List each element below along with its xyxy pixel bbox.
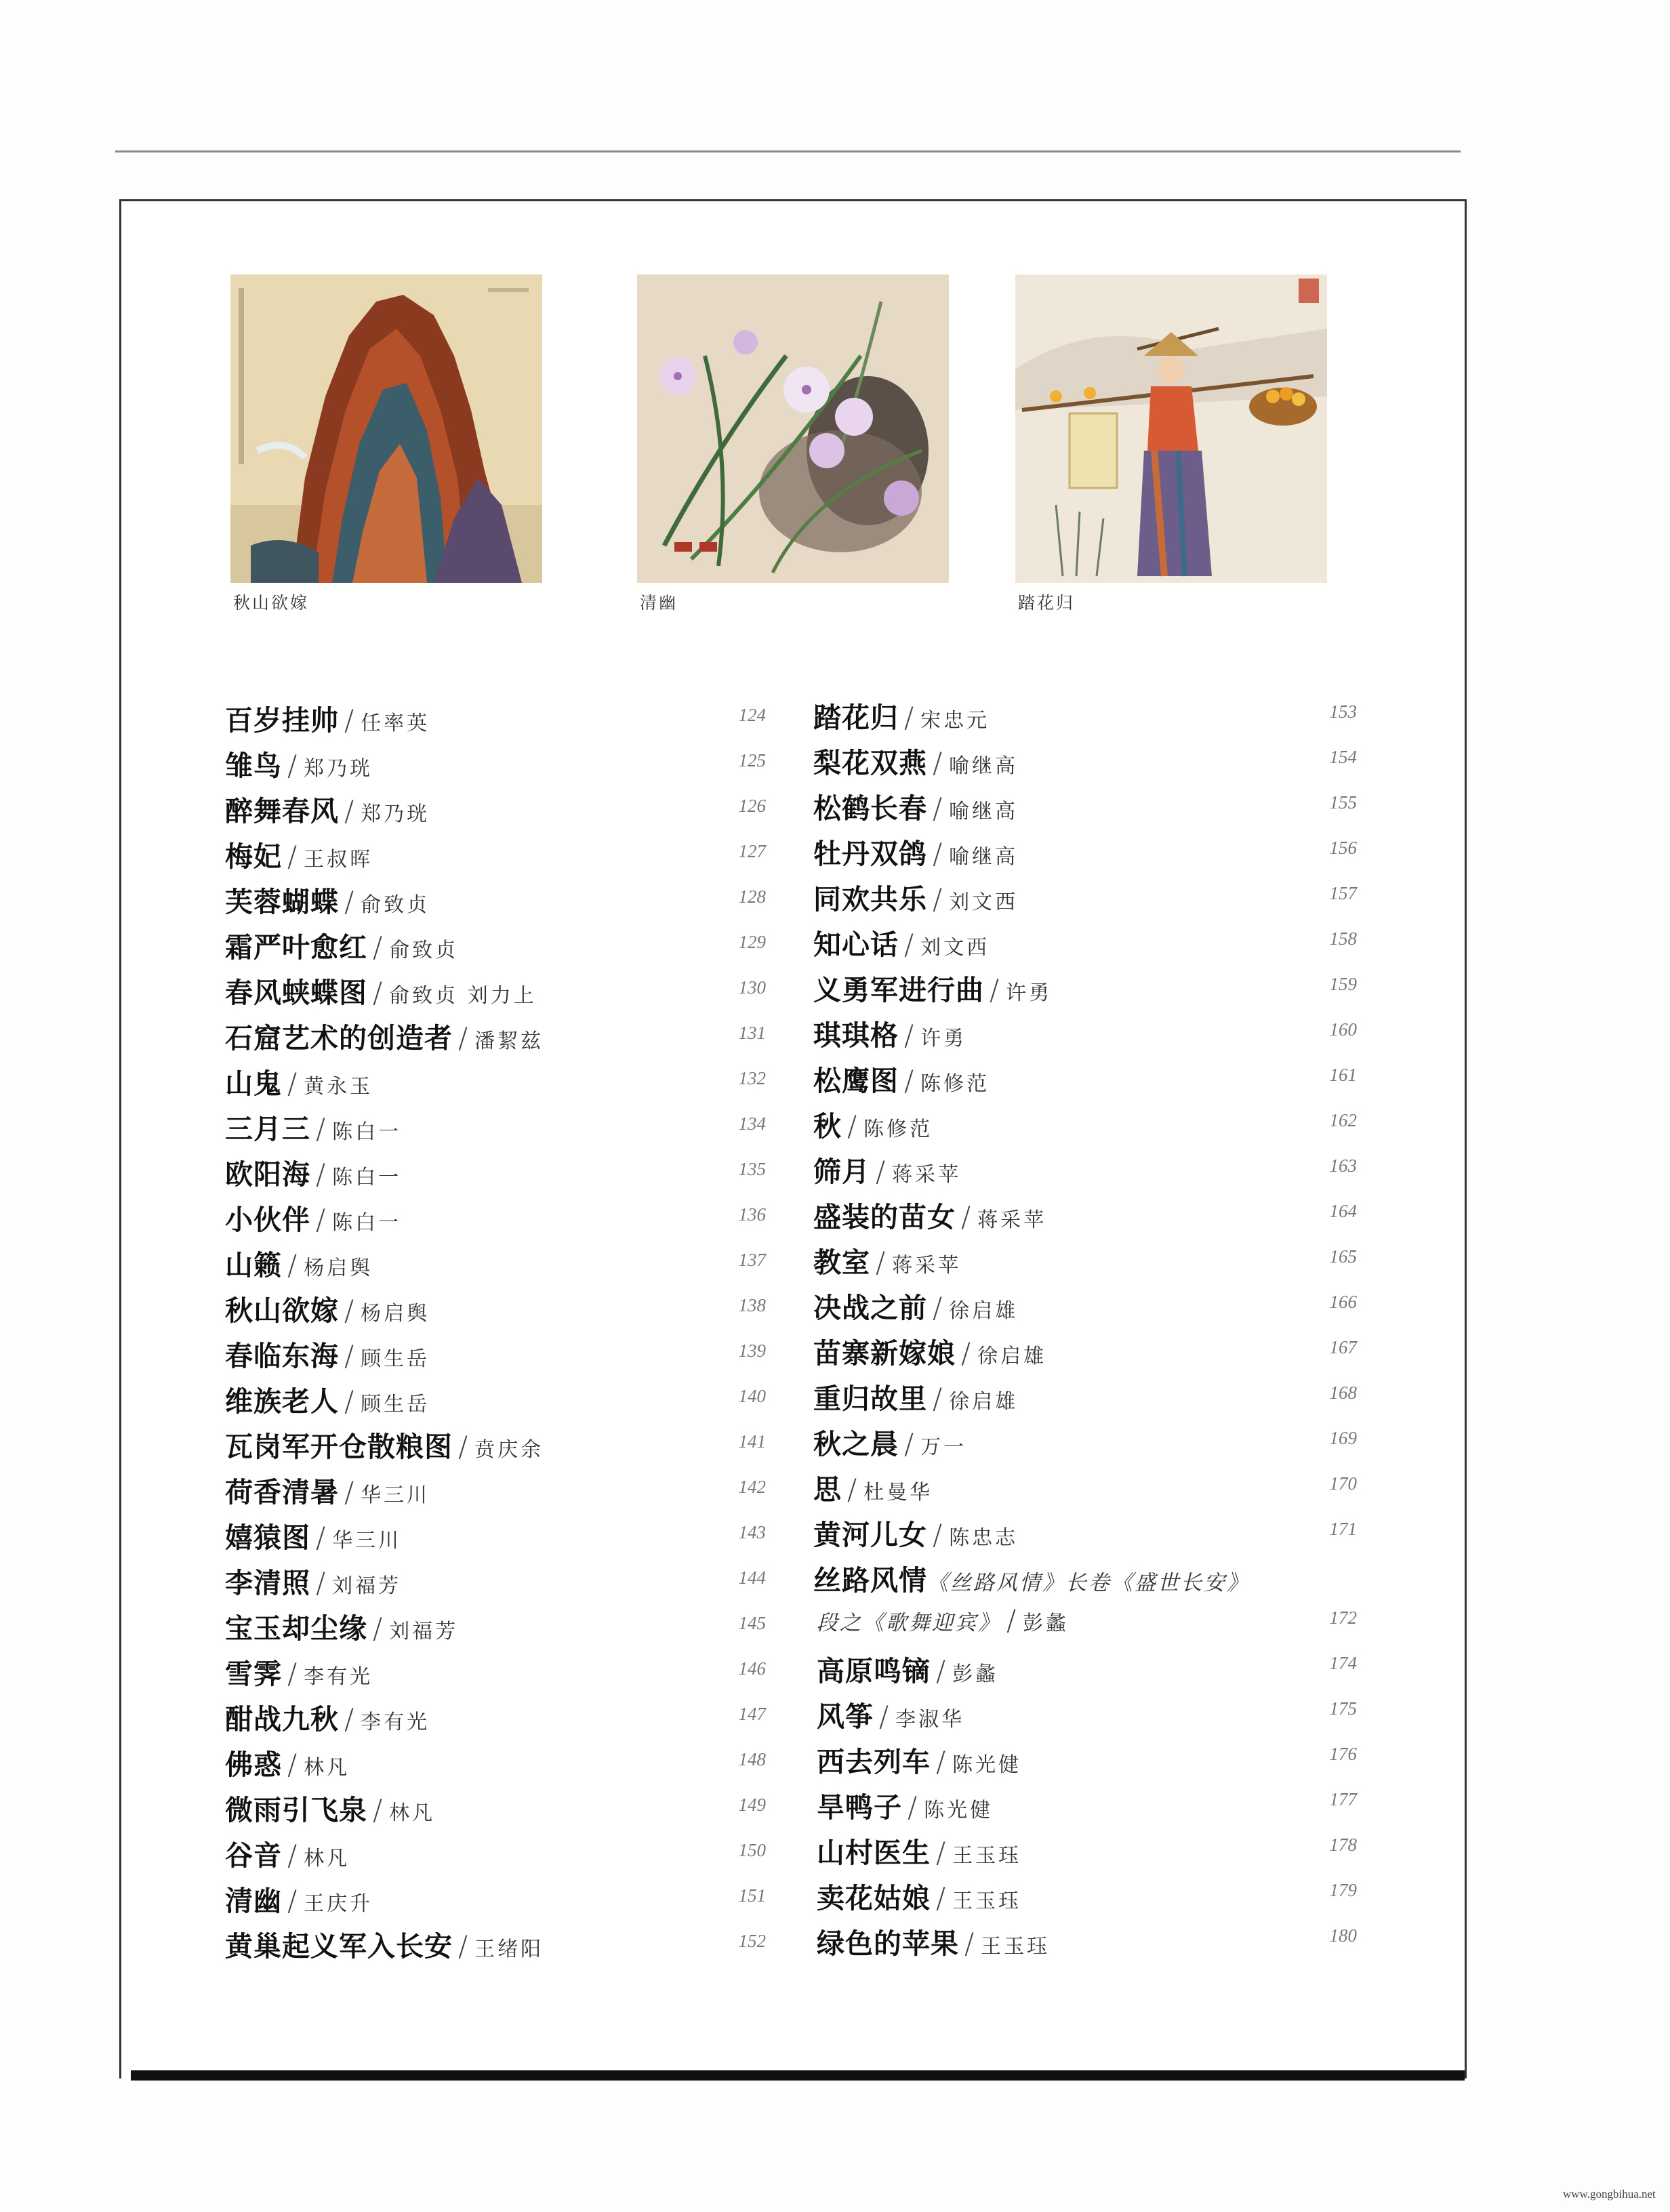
entry-separator: / bbox=[908, 1790, 918, 1824]
toc-entry[interactable] bbox=[813, 786, 1018, 827]
toc-entry[interactable] bbox=[813, 1149, 961, 1190]
entry-author: 潘絜兹 bbox=[474, 1029, 544, 1053]
entry-author: 俞致贞 bbox=[389, 939, 459, 962]
entry-title: 雏鸟 bbox=[225, 750, 282, 782]
entry-title: 嬉猿图 bbox=[225, 1521, 310, 1554]
entry-author: 陈白一 bbox=[332, 1120, 402, 1144]
entry-separator: / bbox=[344, 1475, 354, 1509]
entry-page: 159 bbox=[1329, 974, 1357, 994]
bottom-bar bbox=[131, 2070, 1465, 2081]
entry-page: 138 bbox=[738, 1295, 766, 1315]
entry-title: 谷音 bbox=[225, 1839, 282, 1872]
entry-title: 石窟艺术的创造者 bbox=[225, 1022, 453, 1054]
entry-page: 175 bbox=[1329, 1698, 1357, 1719]
entry-page: 130 bbox=[738, 977, 766, 998]
entry-separator: / bbox=[373, 976, 383, 1009]
entry-page: 163 bbox=[1329, 1155, 1357, 1176]
entry-page: 125 bbox=[738, 750, 766, 771]
entry-separator: / bbox=[344, 794, 354, 827]
entry-page: 132 bbox=[738, 1068, 766, 1088]
entry-title: 秋山欲嫁 bbox=[225, 1294, 339, 1327]
entry-separator: / bbox=[933, 746, 943, 779]
entry-author: 刘福芳 bbox=[332, 1574, 402, 1598]
entry-author: 黄永玉 bbox=[304, 1075, 373, 1099]
entry-page: 157 bbox=[1329, 883, 1357, 903]
entry-author: 林凡 bbox=[304, 1756, 350, 1780]
entry-separator: / bbox=[287, 1884, 298, 1917]
entry-separator: / bbox=[287, 1248, 298, 1282]
toc-entry[interactable] bbox=[813, 1422, 966, 1462]
entry-author: 王玉珏 bbox=[952, 1844, 1022, 1868]
toc-entry[interactable] bbox=[225, 1606, 458, 1647]
entry-page: 180 bbox=[1329, 1925, 1357, 1946]
entry-title: 绿色的苹果 bbox=[817, 1927, 959, 1960]
entry-author: 杨启舆 bbox=[304, 1256, 373, 1280]
entry-page: 129 bbox=[738, 932, 766, 952]
entry-title: 决战之前 bbox=[813, 1292, 927, 1324]
toc-entry[interactable] bbox=[225, 1016, 544, 1057]
entry-page: 168 bbox=[1329, 1382, 1357, 1403]
entry-page: 170 bbox=[1329, 1473, 1357, 1494]
entry-title: 山鬼 bbox=[225, 1067, 282, 1100]
toc-entry[interactable] bbox=[225, 1833, 350, 1874]
entry-page: 174 bbox=[1329, 1653, 1357, 1673]
toc-entry[interactable] bbox=[817, 1785, 993, 1826]
entry-page: 166 bbox=[1329, 1292, 1357, 1312]
entry-page: 136 bbox=[738, 1204, 766, 1225]
entry-separator: / bbox=[933, 1518, 943, 1551]
toc-entry[interactable] bbox=[225, 1879, 373, 1919]
entry-page: 127 bbox=[738, 841, 766, 861]
entry-separator: / bbox=[344, 885, 354, 918]
entry-title: 清幽 bbox=[225, 1885, 282, 1917]
entry-title: 高原鸣镝 bbox=[817, 1655, 931, 1687]
toc-entry[interactable] bbox=[813, 877, 1018, 918]
entry-author: 陈光健 bbox=[924, 1799, 994, 1822]
entry-separator: / bbox=[287, 749, 298, 782]
entry-author: 彭蠡 bbox=[1023, 1612, 1070, 1635]
entry-page: 124 bbox=[738, 705, 766, 725]
toc-entry[interactable] bbox=[813, 968, 1052, 1008]
entry-title: 秋 bbox=[813, 1110, 842, 1143]
toc-entry[interactable] bbox=[225, 743, 373, 784]
toc-entry[interactable] bbox=[225, 1061, 373, 1102]
toc-entry[interactable] bbox=[225, 1697, 430, 1738]
toc-entry[interactable] bbox=[813, 1376, 1018, 1417]
entry-title: 琪琪格 bbox=[813, 1019, 899, 1052]
entry-author: 俞致贞 刘力上 bbox=[389, 984, 537, 1008]
entry-separator: / bbox=[344, 1339, 354, 1372]
toc-entry[interactable] bbox=[817, 1876, 1021, 1917]
entry-separator: / bbox=[936, 1654, 946, 1687]
entry-title: 丝路风情 bbox=[813, 1564, 927, 1597]
entry-separator: / bbox=[933, 792, 943, 825]
entry-separator: / bbox=[316, 1158, 326, 1191]
entry-author: 徐启雄 bbox=[977, 1345, 1047, 1368]
entry-separator: / bbox=[373, 1612, 383, 1645]
entry-author: 万一 bbox=[920, 1435, 967, 1459]
entry-page: 134 bbox=[738, 1113, 766, 1134]
entry-page: 148 bbox=[738, 1749, 766, 1769]
entry-page: 164 bbox=[1329, 1201, 1357, 1221]
top-rule bbox=[115, 150, 1461, 152]
entry-title: 思 bbox=[813, 1473, 842, 1506]
entry-page: 176 bbox=[1329, 1744, 1357, 1764]
entry-separator: / bbox=[287, 1748, 298, 1781]
entry-title: 松鹰图 bbox=[813, 1065, 899, 1097]
entry-title: 义勇军进行曲 bbox=[813, 974, 984, 1006]
toc-entry[interactable] bbox=[813, 1558, 1250, 1599]
entry-separator: / bbox=[1006, 1603, 1017, 1637]
toc-entry[interactable] bbox=[817, 1921, 1050, 1962]
entry-author: 刘文西 bbox=[949, 890, 1019, 914]
entry-author: 李有光 bbox=[361, 1711, 430, 1734]
entry-title: 春临东海 bbox=[225, 1340, 339, 1372]
toc-entry[interactable] bbox=[813, 1286, 1018, 1326]
entry-title: 黄河儿女 bbox=[813, 1519, 927, 1551]
entry-title: 秋之晨 bbox=[813, 1428, 899, 1460]
toc-entry[interactable] bbox=[817, 1830, 1021, 1871]
entry-page: 143 bbox=[738, 1522, 766, 1542]
toc-entry[interactable] bbox=[225, 1561, 401, 1601]
toc-entry[interactable] bbox=[813, 1513, 1018, 1553]
entry-page: 137 bbox=[738, 1250, 766, 1270]
entry-separator: / bbox=[961, 1200, 971, 1233]
entry-author: 喻继高 bbox=[949, 800, 1019, 823]
entry-page: 156 bbox=[1329, 838, 1357, 858]
watermark: www.gongbihua.net bbox=[1563, 2188, 1656, 2200]
toc-entry[interactable] bbox=[225, 1243, 373, 1284]
toc-entry[interactable] bbox=[817, 1694, 964, 1735]
entry-title: 山籁 bbox=[225, 1249, 282, 1282]
entry-page: 160 bbox=[1329, 1019, 1357, 1040]
toc-entry[interactable] bbox=[225, 1742, 350, 1783]
entry-separator: / bbox=[458, 1021, 468, 1054]
entry-separator: / bbox=[344, 703, 354, 737]
entry-separator: / bbox=[904, 1427, 914, 1460]
entry-title: 知心话 bbox=[813, 928, 899, 961]
entry-title: 梨花双燕 bbox=[813, 747, 927, 779]
entry-separator: / bbox=[847, 1473, 857, 1506]
toc-entry[interactable] bbox=[225, 789, 430, 830]
entry-author: 喻继高 bbox=[949, 845, 1019, 869]
entry-author: 宋忠元 bbox=[920, 709, 990, 733]
toc-entry[interactable] bbox=[813, 1331, 1046, 1372]
entry-subtitle: 《丝路风情》长卷《盛世长安》 bbox=[927, 1571, 1250, 1595]
toc-entry[interactable] bbox=[225, 970, 537, 1011]
entry-separator: / bbox=[316, 1112, 326, 1145]
entry-separator: / bbox=[904, 1019, 914, 1052]
entry-separator: / bbox=[344, 1294, 354, 1327]
toc-entry[interactable] bbox=[813, 741, 1018, 781]
entry-page: 169 bbox=[1329, 1428, 1357, 1448]
entry-author: 喻继高 bbox=[949, 754, 1019, 778]
entry-title: 教室 bbox=[813, 1246, 870, 1279]
entry-title: 佛惑 bbox=[225, 1748, 282, 1781]
entry-author: 陈白一 bbox=[332, 1166, 402, 1189]
entry-title: 维族老人 bbox=[225, 1385, 339, 1418]
entry-author: 王绪阳 bbox=[474, 1938, 544, 1961]
entry-title: 李清照 bbox=[225, 1567, 310, 1599]
entry-author: 彭蠡 bbox=[952, 1662, 999, 1686]
entry-title: 山村医生 bbox=[817, 1837, 931, 1869]
entry-author: 王叔晖 bbox=[304, 848, 373, 872]
toc-entry[interactable] bbox=[813, 695, 990, 736]
thumbnail-orchid-painting[interactable] bbox=[637, 274, 949, 583]
entry-page: 167 bbox=[1329, 1337, 1357, 1357]
toc-entry[interactable] bbox=[225, 1379, 430, 1420]
entry-title: 酣战九秋 bbox=[225, 1703, 339, 1736]
entry-page: 142 bbox=[738, 1477, 766, 1497]
toc-entry-continuation[interactable] bbox=[817, 1603, 1069, 1644]
entry-separator: / bbox=[936, 1745, 946, 1778]
entry-page: 145 bbox=[738, 1613, 766, 1633]
entry-author: 林凡 bbox=[304, 1847, 350, 1870]
entry-author: 王玉珏 bbox=[952, 1889, 1022, 1913]
entry-page: 158 bbox=[1329, 928, 1357, 949]
entry-page: 172 bbox=[1329, 1607, 1357, 1628]
entry-separator: / bbox=[316, 1566, 326, 1599]
entry-title: 黄巢起义军入长安 bbox=[225, 1930, 453, 1963]
entry-author: 贲庆余 bbox=[474, 1438, 544, 1462]
entry-separator: / bbox=[990, 973, 1000, 1006]
entry-author: 李淑华 bbox=[895, 1708, 965, 1732]
entry-page: 139 bbox=[738, 1340, 766, 1361]
entry-page: 154 bbox=[1329, 747, 1357, 767]
entry-author: 华三川 bbox=[332, 1529, 402, 1553]
entry-author: 任率英 bbox=[361, 712, 430, 735]
toc-entry[interactable] bbox=[813, 832, 1018, 872]
entry-separator: / bbox=[458, 1430, 468, 1463]
entry-page: 128 bbox=[738, 886, 766, 907]
entry-author: 俞致贞 bbox=[361, 893, 430, 917]
entry-title: 欧阳海 bbox=[225, 1158, 310, 1191]
toc-entry[interactable] bbox=[225, 925, 458, 966]
toc-entry[interactable] bbox=[225, 1652, 373, 1692]
toc-entry[interactable] bbox=[225, 1924, 544, 1965]
entry-title: 松鹤长春 bbox=[813, 792, 927, 825]
entry-title: 微雨引飞泉 bbox=[225, 1794, 367, 1826]
entry-author: 许勇 bbox=[920, 1027, 967, 1050]
entry-separator: / bbox=[287, 1067, 298, 1100]
entry-title: 百岁挂帅 bbox=[225, 704, 339, 737]
entry-author: 刘福芳 bbox=[389, 1620, 459, 1643]
toc-entry[interactable] bbox=[225, 1107, 401, 1147]
entry-author: 顾生岳 bbox=[361, 1393, 430, 1416]
entry-separator: / bbox=[458, 1929, 468, 1963]
entry-page: 149 bbox=[738, 1795, 766, 1815]
entry-separator: / bbox=[344, 1385, 354, 1418]
entry-title: 春风蛱蝶图 bbox=[225, 977, 367, 1009]
entry-separator: / bbox=[904, 701, 914, 734]
entry-separator: / bbox=[933, 837, 943, 870]
entry-separator: / bbox=[961, 1336, 971, 1370]
entry-title: 牡丹双鸽 bbox=[813, 838, 927, 870]
entry-title: 旱鸭子 bbox=[817, 1791, 902, 1824]
entry-author: 徐启雄 bbox=[949, 1390, 1019, 1414]
entry-title: 筛月 bbox=[813, 1155, 870, 1188]
entry-author: 陈白一 bbox=[332, 1211, 402, 1235]
entry-page: 144 bbox=[738, 1568, 766, 1588]
entry-page: 150 bbox=[738, 1840, 766, 1860]
entry-separator: / bbox=[287, 1657, 298, 1690]
entry-author: 陈修范 bbox=[863, 1118, 933, 1141]
entry-title: 同欢共乐 bbox=[813, 883, 927, 916]
toc-entry[interactable] bbox=[813, 1240, 961, 1281]
entry-author: 杜曼华 bbox=[863, 1481, 933, 1504]
toc-entry[interactable] bbox=[813, 1013, 966, 1054]
entry-separator: / bbox=[879, 1700, 889, 1733]
entry-separator: / bbox=[904, 1064, 914, 1097]
toc-entry[interactable] bbox=[813, 922, 990, 963]
entry-title: 瓦岗军开仓散粮图 bbox=[225, 1431, 453, 1463]
entry-title: 三月三 bbox=[225, 1113, 310, 1145]
entry-author: 顾生岳 bbox=[361, 1347, 430, 1371]
entry-title: 风筝 bbox=[817, 1700, 874, 1733]
entry-separator: / bbox=[847, 1109, 857, 1143]
entry-title: 西去列车 bbox=[817, 1746, 931, 1778]
entry-separator: / bbox=[876, 1246, 886, 1279]
entry-separator: / bbox=[287, 840, 298, 873]
entry-author: 李有光 bbox=[304, 1665, 373, 1689]
toc-entry[interactable] bbox=[225, 834, 373, 875]
toc-entry[interactable] bbox=[817, 1649, 998, 1689]
entry-page: 131 bbox=[738, 1023, 766, 1043]
toc-entry[interactable] bbox=[225, 1288, 430, 1329]
entry-separator: / bbox=[876, 1155, 886, 1188]
entry-author: 陈修范 bbox=[920, 1072, 990, 1096]
toc-entry[interactable] bbox=[225, 880, 430, 920]
thumbnail-caption: 清幽 bbox=[640, 593, 678, 613]
entry-page: 165 bbox=[1329, 1246, 1357, 1267]
thumbnail-woman-figure-painting[interactable] bbox=[1015, 274, 1327, 583]
entry-separator: / bbox=[344, 1702, 354, 1736]
entry-title: 雪霁 bbox=[225, 1658, 282, 1690]
entry-page: 147 bbox=[738, 1704, 766, 1724]
entry-author: 王玉珏 bbox=[981, 1935, 1051, 1959]
entry-author: 郑乃珖 bbox=[361, 802, 430, 826]
entry-author: 刘文西 bbox=[920, 936, 990, 960]
entry-separator: / bbox=[373, 930, 383, 964]
thumbnail-caption: 踏花归 bbox=[1018, 593, 1076, 613]
entry-separator: / bbox=[316, 1521, 326, 1554]
entry-separator: / bbox=[287, 1839, 298, 1872]
toc-entry[interactable] bbox=[225, 1425, 544, 1465]
entry-title: 芙蓉蝴蝶 bbox=[225, 886, 339, 918]
entry-page: 151 bbox=[738, 1885, 766, 1906]
entry-title: 梅妃 bbox=[225, 840, 282, 873]
toc-entry[interactable] bbox=[225, 698, 430, 739]
entry-title: 荷香清暑 bbox=[225, 1476, 339, 1509]
toc-entry[interactable] bbox=[813, 1195, 1046, 1235]
entry-subtitle: 段之《歌舞迎宾》 bbox=[817, 1611, 1001, 1635]
entry-author: 郑乃珖 bbox=[304, 757, 373, 781]
entry-separator: / bbox=[933, 882, 943, 916]
entry-title: 卖花姑娘 bbox=[817, 1882, 931, 1914]
toc-entry[interactable] bbox=[817, 1740, 1021, 1780]
entry-separator: / bbox=[936, 1881, 946, 1914]
entry-title: 盛装的苗女 bbox=[813, 1201, 956, 1233]
toc-entry[interactable] bbox=[225, 1197, 401, 1238]
entry-separator: / bbox=[936, 1836, 946, 1869]
entry-separator: / bbox=[904, 928, 914, 961]
toc-entry[interactable] bbox=[225, 1152, 401, 1193]
entry-separator: / bbox=[316, 1203, 326, 1236]
entry-title: 踏花归 bbox=[813, 701, 899, 734]
toc-entry[interactable] bbox=[225, 1788, 435, 1828]
entry-page: 177 bbox=[1329, 1789, 1357, 1809]
entry-separator: / bbox=[933, 1291, 943, 1324]
entry-page: 179 bbox=[1329, 1880, 1357, 1900]
entry-title: 霜严叶愈红 bbox=[225, 931, 367, 964]
thumbnail-mountain-painting[interactable] bbox=[230, 274, 542, 583]
entry-author: 陈光健 bbox=[952, 1753, 1022, 1777]
entry-title: 小伙伴 bbox=[225, 1204, 310, 1236]
entry-author: 许勇 bbox=[1006, 981, 1053, 1005]
toc-entry[interactable] bbox=[813, 1104, 933, 1145]
toc-entry[interactable] bbox=[813, 1059, 990, 1099]
entry-title: 醉舞春风 bbox=[225, 795, 339, 827]
entry-author: 蒋采苹 bbox=[892, 1163, 962, 1187]
entry-author: 徐启雄 bbox=[949, 1299, 1019, 1323]
entry-page: 161 bbox=[1329, 1065, 1357, 1085]
entry-page: 152 bbox=[738, 1931, 766, 1951]
entry-author: 蒋采苹 bbox=[892, 1254, 962, 1277]
entry-author: 林凡 bbox=[389, 1801, 436, 1825]
entry-page: 140 bbox=[738, 1386, 766, 1406]
entry-page: 155 bbox=[1329, 792, 1357, 813]
entry-separator: / bbox=[373, 1793, 383, 1826]
entry-page: 141 bbox=[738, 1431, 766, 1452]
entry-page: 126 bbox=[738, 796, 766, 816]
entry-author: 王庆升 bbox=[304, 1892, 373, 1916]
entry-author: 陈忠志 bbox=[949, 1526, 1019, 1550]
entry-page: 162 bbox=[1329, 1110, 1357, 1130]
toc-entry[interactable] bbox=[225, 1470, 430, 1511]
toc-entry[interactable] bbox=[813, 1467, 933, 1508]
entry-page: 153 bbox=[1329, 701, 1357, 722]
toc-entry[interactable] bbox=[225, 1515, 401, 1556]
thumbnail-caption: 秋山欲嫁 bbox=[233, 593, 310, 613]
toc-entry[interactable] bbox=[225, 1334, 430, 1374]
entry-author: 华三川 bbox=[361, 1483, 430, 1507]
entry-separator: / bbox=[933, 1382, 943, 1415]
entry-page: 171 bbox=[1329, 1519, 1357, 1539]
entry-author: 蒋采苹 bbox=[977, 1208, 1047, 1232]
entry-title: 重归故里 bbox=[813, 1382, 927, 1415]
entry-page: 178 bbox=[1329, 1835, 1357, 1855]
entry-author: 杨启舆 bbox=[361, 1302, 430, 1326]
entry-title: 宝玉却尘缘 bbox=[225, 1612, 367, 1645]
entry-page: 146 bbox=[738, 1658, 766, 1679]
entry-title: 苗寨新嫁娘 bbox=[813, 1337, 956, 1370]
entry-page: 135 bbox=[738, 1159, 766, 1179]
entry-separator: / bbox=[964, 1927, 975, 1960]
